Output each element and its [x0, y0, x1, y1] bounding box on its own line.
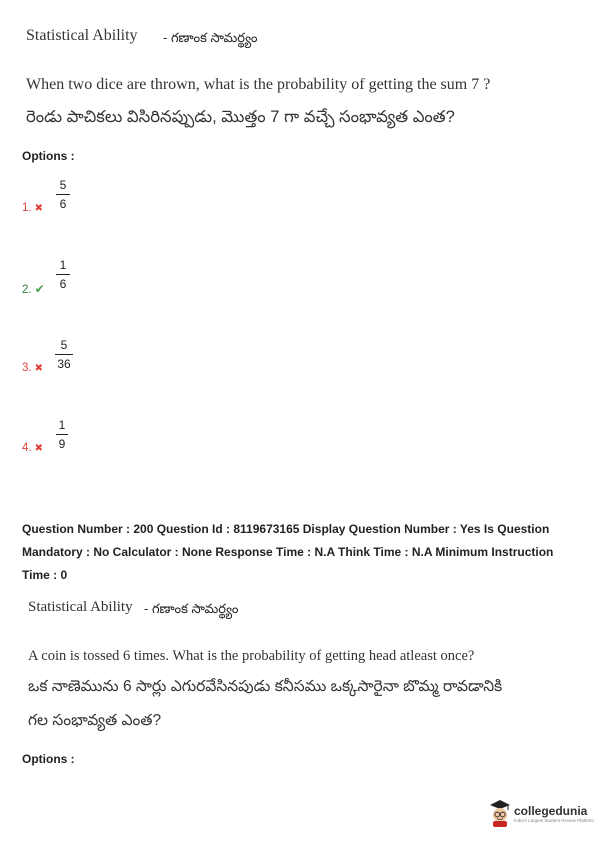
graduate-mascot-icon	[489, 799, 511, 827]
numerator: 5	[60, 338, 68, 352]
denominator: 9	[58, 437, 66, 451]
numerator: 1	[58, 418, 66, 432]
option-number: 2.	[22, 284, 32, 296]
wrong-icon: ✖	[34, 363, 43, 374]
q1-topic: Statistical Ability	[26, 27, 138, 44]
question-metadata	[22, 518, 582, 587]
numerator: 1	[59, 258, 67, 272]
option-2	[22, 282, 45, 296]
logo-tagline: India's Largest Student Review Platform	[514, 817, 594, 823]
option-1-fraction	[56, 178, 70, 211]
wrong-icon: ✖	[34, 443, 43, 454]
option-number: 3.	[22, 362, 32, 374]
option-3-fraction	[55, 338, 73, 371]
option-1	[22, 202, 43, 214]
metadata-line: Time : 0	[22, 568, 68, 582]
q2-question-english: A coin is tossed 6 times. What is the probability of getting head atleast once?	[28, 648, 475, 664]
fraction-bar	[56, 274, 70, 275]
q1-question-english: When two dice are thrown, what is the probability of getting the sum 7 ?	[26, 76, 491, 93]
fraction-bar	[55, 354, 73, 355]
logo-brand-text: collegedunia	[514, 803, 588, 818]
q1-options-label: Options :	[22, 149, 75, 163]
fraction-bar	[56, 434, 68, 435]
q2-options-label: Options :	[22, 752, 75, 766]
option-3	[22, 362, 43, 374]
q2-topic: Statistical Ability	[28, 599, 133, 615]
q2-question-telugu-line1: ఒక నాణెమును 6 సార్లు ఎగురవేసినపుడు కనీసము ఒక్కసారైనా బొమ్మ రావడానికి	[28, 678, 503, 695]
wrong-icon: ✖	[34, 203, 43, 214]
q2-question-telugu-line2: గల సంభావ్యత ఎంత?	[28, 712, 162, 729]
option-4	[22, 442, 43, 454]
collegedunia-logo	[489, 799, 594, 827]
option-number: 1.	[22, 202, 32, 214]
q1-question-telugu: రెండు పాచికలు విసిరినప్పుడు, మొత్తం 7 గా వచ్చే సంభావ్యత ఎంత?	[26, 108, 455, 126]
denominator: 6	[59, 197, 67, 211]
option-4-fraction	[56, 418, 68, 451]
option-number: 4.	[22, 442, 32, 454]
fraction-bar	[56, 194, 70, 195]
numerator: 5	[59, 178, 67, 192]
checkmark-icon: ✔	[34, 282, 45, 296]
metadata-line: Mandatory : No Calculator : None Response Time : N.A Think Time : N.A Minimum Instruction	[22, 545, 554, 559]
q1-topic-telugu: - గణాంక సామర్థ్యం	[163, 30, 258, 45]
denominator: 36	[57, 357, 71, 371]
metadata-line: Question Number : 200 Question Id : 8119673165 Display Question Number : Yes Is Question	[22, 522, 550, 536]
q2-topic-telugu: - గణాంక సామర్థ్యం	[144, 601, 239, 616]
option-2-fraction	[56, 258, 70, 291]
denominator: 6	[59, 277, 67, 291]
